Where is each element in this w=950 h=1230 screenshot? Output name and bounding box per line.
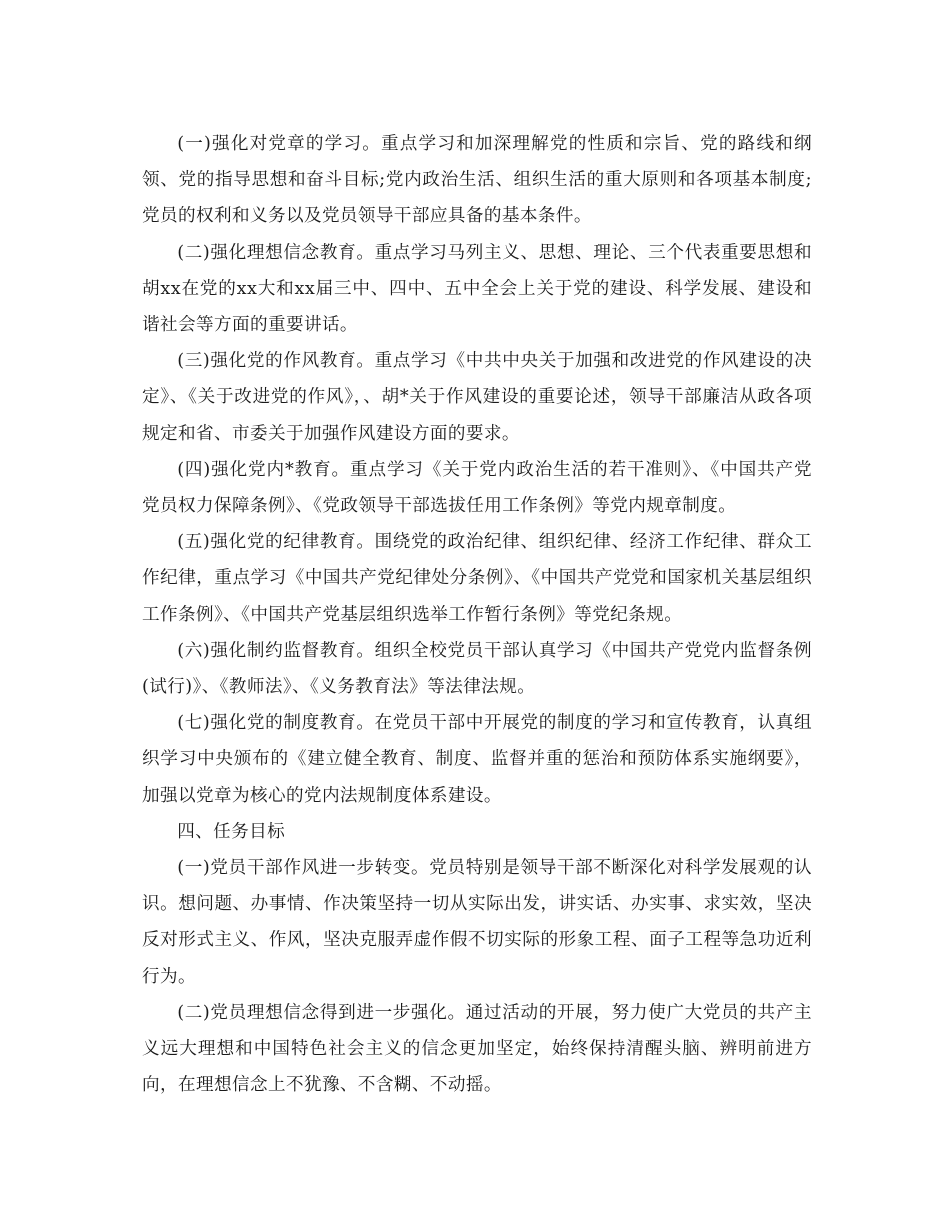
paragraph-inner-party-education: (四)强化党内*教育。重点学习《关于党内政治生活的若干准则》、《中国共产党党员权力保障条例》、《党政领导干部选拔任用工作条例》等党内规章制度。 xyxy=(142,459,812,517)
paragraph-ideals-strengthened: (二)党员理想信念得到进一步强化。通过活动的开展，努力使广大党员的共产主义远大理想和中国特色社会主义的信念更加坚定，始终保持清醒头脑、辨明前进方向，在理想信念上不犹豫、不含糊、不动摇。 xyxy=(142,1002,812,1096)
document-page xyxy=(142,126,812,1103)
paragraph-discipline-education: (五)强化党的纪律教育。围绕党的政治纪律、组织纪律、经济工作纪律、群众工作纪律，重点学习《中国共产党纪律处分条例》、《中国共产党党和国家机关基层组织工作条例》、《中国共产党基层组织选举工作暂行条例》等党纪条规。 xyxy=(142,532,812,625)
paragraph-ideals-education: (二)强化理想信念教育。重点学习马列主义、思想、理论、三个代表重要思想和胡xx在党的xx大和xx届三中、四中、五中全会上关于党的建设、科学发展、建设和谐社会等方面的重要讲话。 xyxy=(142,242,812,336)
section-heading-task-goals: 四、任务目标 xyxy=(177,821,286,842)
paragraph-system-education: (七)强化党的制度教育。在党员干部中开展党的制度的学习和宣传教育，认真组织学习中央颁布的《建立健全教育、制度、监督并重的惩治和预防体系实施纲要》，加强以党章为核心的党内法规制度体系建设。 xyxy=(142,713,812,806)
paragraph-party-constitution: (一)强化对党章的学习。重点学习和加深理解党的性质和宗旨、党的路线和纲领、党的指导思想和奋斗目标;党内政治生活、组织生活的重大原则和各项基本制度;党员的权利和义务以及党员领导干部应具备的基本条件。 xyxy=(142,134,812,227)
paragraph-supervision-education: (六)强化制约监督教育。组织全校党员干部认真学习《中国共产党党内监督条例(试行)》、《教师法》、《义务教育法》等法律法规。 xyxy=(142,640,812,698)
paragraph-style-transformation: (一)党员干部作风进一步转变。党员特别是领导干部不断深化对科学发展观的认识。想问题、办事情、作决策坚持一切从实际出发，讲实话、办实事、求实效，坚决反对形式主义、作风，坚决克服弄虚作假不切实际的形象工程、面子工程等急功近利行为。 xyxy=(142,858,812,987)
paragraph-style-education: (三)强化党的作风教育。重点学习《中共中央关于加强和改进党的作风建设的决定》、《关于改进党的作风》，、胡*关于作风建设的重要论述，领导干部廉洁从政各项规定和省、市委关于加强作风建设方面的要求。 xyxy=(142,351,812,444)
